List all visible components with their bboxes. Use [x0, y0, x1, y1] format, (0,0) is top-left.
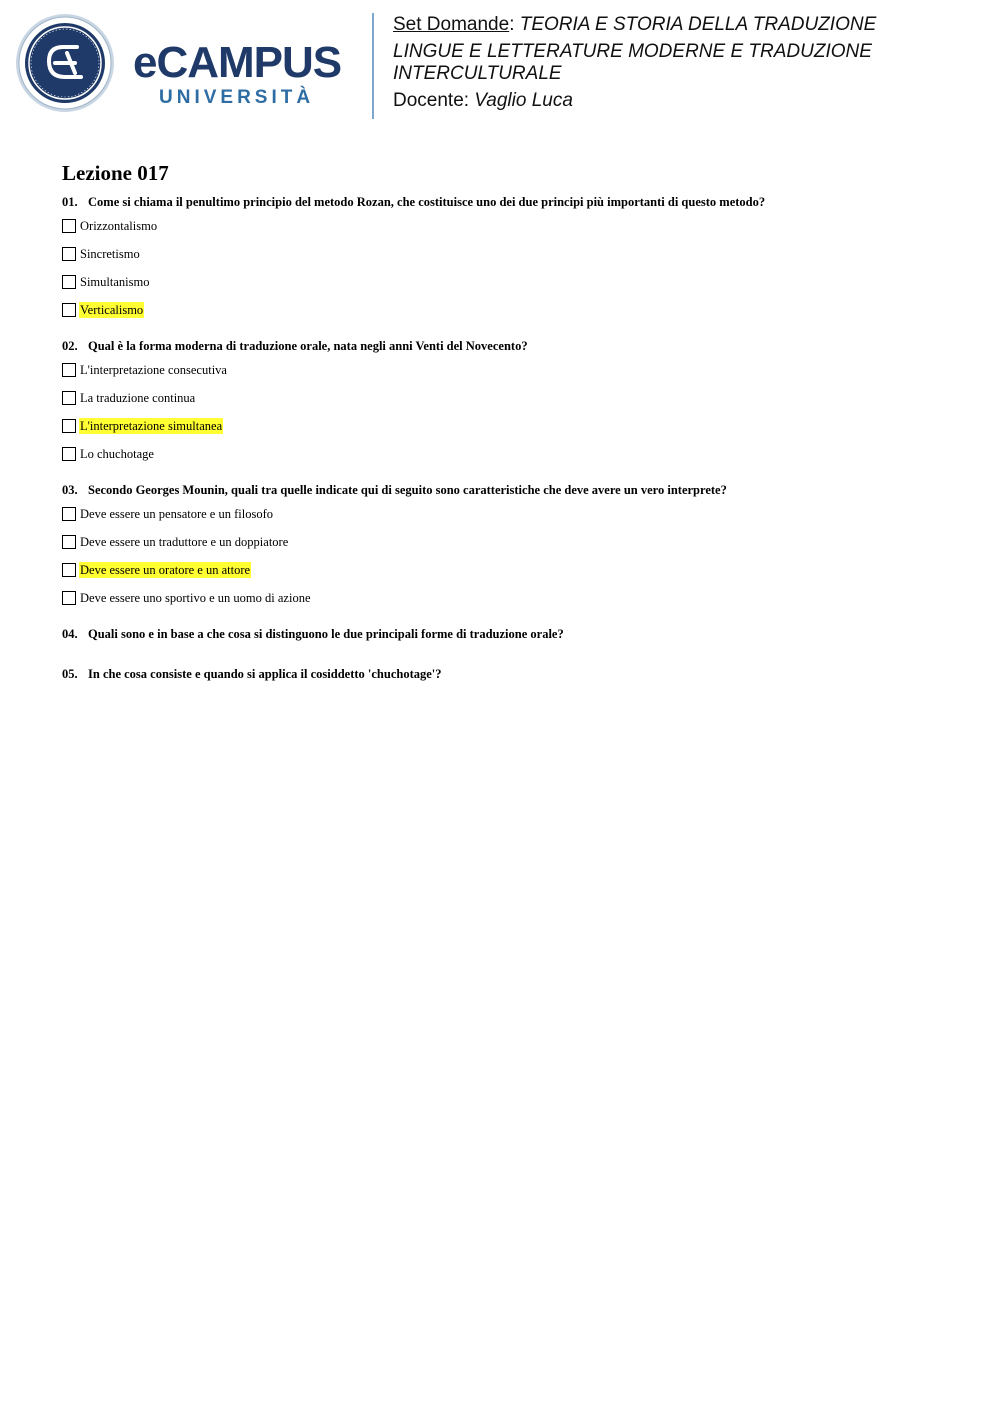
lesson-title: Lezione 017 — [62, 161, 169, 185]
answer-option[interactable] — [62, 302, 962, 330]
answer-option[interactable] — [62, 246, 962, 274]
logo-brand-text: eCAMPUS — [133, 38, 342, 87]
answer-option[interactable] — [62, 362, 962, 390]
docente-line — [393, 90, 573, 112]
program-name-part2: INTERCULTURALE — [393, 63, 562, 84]
question-04 — [62, 626, 962, 642]
logo-subtitle-text: UNIVERSITÀ — [159, 87, 315, 108]
answer-checkbox[interactable] — [62, 363, 76, 377]
answer-checkbox[interactable] — [62, 507, 76, 521]
answer-option[interactable] — [62, 274, 962, 302]
answer-label: Deve essere uno sportivo e un uomo di azione — [80, 591, 311, 605]
spacer — [62, 474, 962, 482]
answer-label: Simultanismo — [80, 275, 150, 289]
answer-option[interactable] — [62, 590, 962, 618]
question-body: Quali sono e in base a che cosa si distinguono le due principali forme di traduzione orale? — [88, 627, 564, 641]
answer-option[interactable] — [62, 506, 962, 534]
question-02 — [62, 338, 962, 474]
header-divider — [372, 13, 374, 119]
question-number: 05. — [62, 667, 78, 681]
course-title-line — [393, 14, 876, 36]
answer-label: Lo chuchotage — [80, 447, 154, 461]
answer-label-highlighted: L'interpretazione simultanea — [80, 419, 223, 433]
docente-label: Docente: — [393, 90, 470, 111]
answer-option[interactable] — [62, 446, 962, 474]
answer-checkbox[interactable] — [62, 447, 76, 461]
question-text — [62, 194, 962, 210]
answer-checkbox[interactable] — [62, 219, 76, 233]
program-line-2 — [393, 63, 562, 85]
spacer — [62, 618, 962, 626]
answer-label: Deve essere un traduttore e un doppiatore — [80, 535, 289, 549]
set-colon: : — [509, 14, 515, 35]
answer-option[interactable] — [62, 390, 962, 418]
answer-option[interactable] — [62, 534, 962, 562]
answer-option[interactable] — [62, 218, 962, 246]
question-05 — [62, 666, 962, 682]
answer-label-highlighted: Verticalismo — [80, 303, 144, 317]
question-01 — [62, 194, 962, 330]
answer-checkbox[interactable] — [62, 535, 76, 549]
program-line-1 — [393, 41, 872, 63]
program-name-part1: LINGUE E LETTERATURE MODERNE E TRADUZIONE — [393, 41, 872, 62]
answer-checkbox[interactable] — [62, 247, 76, 261]
question-03 — [62, 482, 962, 618]
question-body: Secondo Georges Mounin, quali tra quelle indicate qui di seguito sono caratteristiche che deve avere un vero interprete? — [88, 483, 727, 497]
spacer — [62, 650, 962, 666]
answer-checkbox[interactable] — [62, 391, 76, 405]
answer-label: L'interpretazione consecutiva — [80, 363, 227, 377]
question-number: 02. — [62, 339, 78, 353]
question-text — [62, 666, 962, 682]
question-text — [62, 338, 962, 354]
question-number: 04. — [62, 627, 78, 641]
document-header — [0, 0, 1000, 130]
docente-name: Vaglio Luca — [474, 90, 573, 111]
answer-checkbox[interactable] — [62, 591, 76, 605]
answer-label: Orizzontalismo — [80, 219, 158, 233]
answer-checkbox[interactable] — [62, 419, 76, 433]
answer-option[interactable] — [62, 562, 962, 590]
answer-option[interactable] — [62, 418, 962, 446]
set-label: Set Domande — [393, 14, 510, 35]
question-body: In che cosa consiste e quando si applica il cosiddetto 'chuchotage'? — [88, 667, 442, 681]
question-text — [62, 482, 962, 498]
question-text — [62, 626, 962, 642]
question-number: 01. — [62, 195, 78, 209]
question-number: 03. — [62, 483, 78, 497]
answer-label: Deve essere un pensatore e un filosofo — [80, 507, 273, 521]
answer-label-highlighted: Deve essere un oratore e un attore — [80, 563, 251, 577]
spacer — [62, 330, 962, 338]
question-body: Qual è la forma moderna di traduzione orale, nata negli anni Venti del Novecento? — [88, 339, 528, 353]
course-title: TEORIA E STORIA DELLA TRADUZIONE — [519, 14, 877, 35]
answer-label: Sincretismo — [80, 247, 140, 261]
question-set — [62, 160, 962, 690]
university-seal-logo — [15, 13, 115, 113]
answer-checkbox[interactable] — [62, 563, 76, 577]
answer-label: La traduzione continua — [80, 391, 196, 405]
answer-checkbox[interactable] — [62, 275, 76, 289]
answer-checkbox[interactable] — [62, 303, 76, 317]
ecampus-wordmark-logo — [133, 40, 358, 112]
question-body: Come si chiama il penultimo principio del metodo Rozan, che costituisce uno dei due principi più importanti di questo metodo? — [88, 195, 766, 209]
